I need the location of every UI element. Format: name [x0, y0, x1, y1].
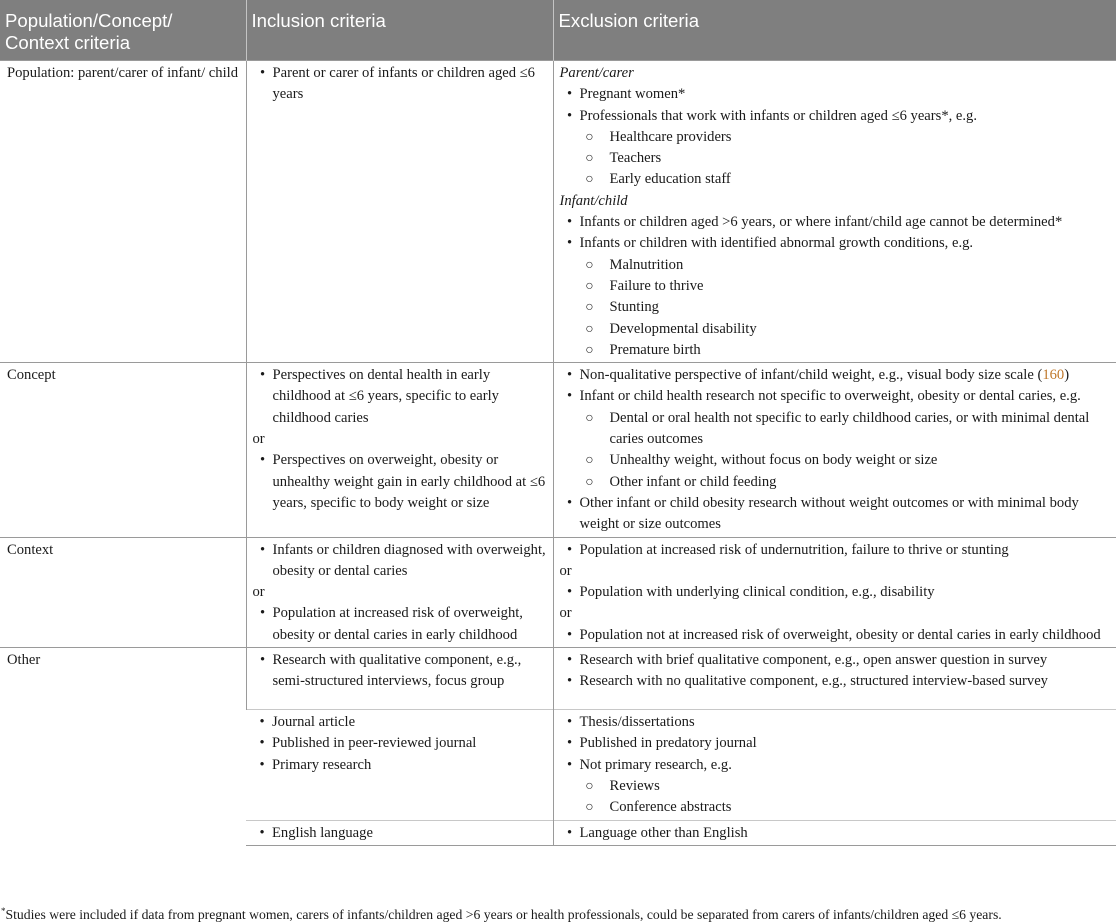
header-exclusion-criteria: Exclusion criteria [553, 0, 1116, 61]
category-population: Population: parent/carer of infant/ child [0, 61, 246, 363]
circle-bullet-icon: ○ [585, 453, 594, 469]
bullet-icon: • [566, 367, 573, 384]
category-concept: Concept [0, 363, 246, 537]
concept-exclusion-cell [553, 363, 1116, 537]
list-item: • Parent or carer of infants or children aged ≤6 years [253, 63, 548, 106]
bullet-icon: • [566, 107, 573, 124]
bullet-icon: • [566, 714, 573, 731]
publication-inclusion-cell [246, 710, 553, 820]
circle-bullet-icon: ○ [585, 800, 594, 816]
list-item: • Professionals that work with infants or children aged ≤6 years*, e.g. [560, 106, 1112, 127]
list-item: • Published in peer-reviewed journal [252, 733, 548, 754]
or-connector: or [252, 431, 265, 448]
circle-bullet-icon: ○ [585, 321, 594, 337]
header-population-concept-context: Population/Concept/ Context criteria [0, 0, 246, 61]
language-exclusion-cell [553, 820, 1116, 845]
list-item: • Infants or children diagnosed with overweight, obesity or dental caries [253, 540, 548, 583]
list-item: • Infants or children aged >6 years, or where infant/child age cannot be determined* [560, 212, 1112, 233]
table-footnote [1, 903, 1116, 923]
table-header-row [0, 0, 1116, 61]
sub-list-item: ○ Malnutrition [560, 255, 1112, 276]
list-item: • Perspectives on overweight, obesity or unhealthy weight gain in early childhood at ≤6 years, specific to body weight or size [253, 450, 548, 514]
bullet-icon: • [259, 652, 266, 669]
or-connector: or [559, 562, 572, 579]
list-item: • Infants or children with identified abnormal growth conditions, e.g. [560, 233, 1112, 254]
bullet-icon: • [566, 494, 573, 511]
list-item: • Perspectives on dental health in early childhood at ≤6 years, specific to early childhood caries [253, 365, 548, 429]
list-item: • Research with qualitative component, e.g., semi-structured interviews, focus group [253, 650, 548, 693]
list-item: • Language other than English [560, 823, 1112, 844]
sub-list-item: ○ Failure to thrive [560, 276, 1112, 297]
header-inclusion-criteria: Inclusion criteria [246, 0, 553, 61]
category-other: Other [0, 648, 246, 846]
circle-bullet-icon: ○ [585, 342, 594, 358]
table-row-other [0, 648, 1116, 710]
list-item: • Thesis/dissertations [560, 712, 1112, 733]
sub-list-item: ○ Conference abstracts [560, 797, 1112, 818]
language-inclusion-cell [246, 820, 553, 845]
bullet-icon: • [566, 235, 573, 252]
population-exclusion-cell [553, 61, 1116, 363]
circle-bullet-icon: ○ [585, 172, 594, 188]
bullet-icon: • [259, 452, 266, 469]
population-inclusion-cell [246, 61, 553, 363]
bullet-icon: • [259, 756, 265, 773]
bullet-icon: • [566, 735, 573, 752]
concept-inclusion-cell [246, 363, 553, 537]
context-inclusion-cell [246, 537, 553, 647]
circle-bullet-icon: ○ [585, 474, 594, 490]
list-item: • Population not at increased risk of overweight, obesity or dental caries in early childhood [560, 625, 1112, 646]
or-connector: or [559, 605, 572, 622]
subheading-infant-child: Infant/child [559, 192, 628, 209]
sub-list-item: ○ Premature birth [560, 340, 1112, 361]
list-item: • Population at increased risk of undernutrition, failure to thrive or stunting [560, 540, 1112, 561]
sub-list-item: ○ Dental or oral health not specific to early childhood caries, or with minimal dental caries outcomes [560, 408, 1112, 451]
bullet-icon: • [566, 541, 573, 558]
list-item: • Other infant or child obesity research without weight outcomes or with minimal body weight or size outcomes [560, 493, 1112, 536]
footnote-marker: * [1, 906, 6, 916]
circle-bullet-icon: ○ [585, 151, 594, 167]
list-item: • Primary research [252, 755, 548, 776]
list-item: • Research with no qualitative component, e.g., structured interview-based survey [560, 671, 1112, 692]
bullet-icon: • [259, 541, 266, 558]
or-connector: or [252, 584, 265, 601]
circle-bullet-icon: ○ [585, 278, 594, 294]
list-item: • Non-qualitative perspective of infant/child weight, e.g., visual body size scale (160) [560, 365, 1112, 386]
list-item: • English language [252, 823, 548, 844]
bullet-icon: • [259, 367, 266, 384]
sub-list-item: ○ Other infant or child feeding [560, 472, 1112, 493]
sub-list-item: ○ Stunting [560, 297, 1112, 318]
list-item: • Journal article [252, 712, 548, 733]
bullet-icon: • [566, 626, 573, 643]
sub-list-item: ○ Unhealthy weight, without focus on body weight or size [560, 450, 1112, 471]
bullet-icon: • [259, 605, 266, 622]
circle-bullet-icon: ○ [585, 257, 594, 273]
list-item: • Population at increased risk of overweight, obesity or dental caries in early childhood [253, 603, 548, 646]
circle-bullet-icon: ○ [585, 300, 594, 316]
other-inclusion-cell [246, 648, 553, 710]
list-item: • Infant or child health research not specific to overweight, obesity or dental caries, e.g. [560, 386, 1112, 407]
context-exclusion-cell [553, 537, 1116, 647]
bullet-icon: • [566, 756, 573, 773]
bullet-icon: • [259, 735, 265, 752]
bullet-icon: • [566, 673, 573, 690]
list-item: • Not primary research, e.g. [560, 755, 1112, 776]
bullet-icon: • [566, 584, 573, 601]
circle-bullet-icon: ○ [585, 410, 594, 426]
footnote-text: Studies were included if data from pregnant women, carers of infants/children aged >6 years or health professionals, could be separated from carers of infants/children aged ≤6 years. [5, 907, 1002, 922]
subheading-parent-carer: Parent/carer [559, 65, 634, 81]
sub-list-item: ○ Early education staff [560, 169, 1112, 190]
table-row-context [0, 537, 1116, 647]
bullet-icon: • [566, 214, 573, 231]
bullet-icon: • [566, 86, 573, 103]
other-exclusion-cell [553, 648, 1116, 710]
bullet-icon: • [566, 652, 573, 669]
publication-exclusion-cell [553, 710, 1116, 820]
list-item: • Research with brief qualitative component, e.g., open answer question in survey [560, 650, 1112, 671]
bullet-icon: • [259, 714, 265, 731]
table-row-concept [0, 363, 1116, 537]
circle-bullet-icon: ○ [585, 778, 594, 794]
bullet-icon: • [259, 824, 265, 841]
sub-list-item: ○ Healthcare providers [560, 127, 1112, 148]
reference-link[interactable]: 160 [1042, 367, 1065, 384]
bullet-icon: • [259, 65, 266, 81]
category-context: Context [0, 537, 246, 647]
list-item: • Published in predatory journal [560, 733, 1112, 754]
bullet-icon: • [566, 388, 573, 405]
list-item: • Pregnant women* [560, 84, 1112, 105]
sub-list-item: ○ Teachers [560, 148, 1112, 169]
bullet-icon: • [566, 824, 573, 841]
table-row-population [0, 61, 1116, 363]
circle-bullet-icon: ○ [585, 129, 594, 145]
list-item: • Population with underlying clinical condition, e.g., disability [560, 582, 1112, 603]
sub-list-item: ○ Developmental disability [560, 319, 1112, 340]
sub-list-item: ○ Reviews [560, 776, 1112, 797]
